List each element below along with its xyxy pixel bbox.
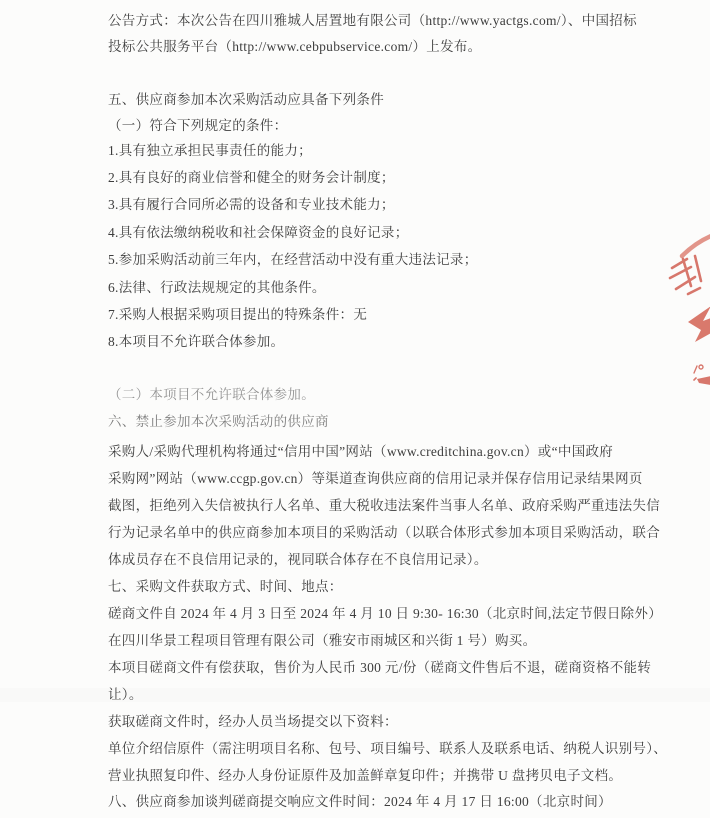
seal-arc (682, 236, 710, 256)
section-heading: 八、供应商参加谈判磋商提交响应文件时间：2024 年 4 月 17 日 16:00（北京时间） (108, 794, 612, 809)
list-item: 1.具有独立承担民事责任的能力； (108, 143, 312, 158)
list-item: 2.具有良好的商业信誉和健全的财务会计制度； (108, 170, 395, 185)
text-line: 在四川华景工程项目管理有限公司（雅安市雨城区和兴街 1 号）购买。 (108, 633, 537, 648)
text-line: 行为记录名单中的供应商参加本项目的采购活动（以联合体形式参加本项目采购活动，联合 (108, 525, 660, 540)
list-item: 7.采购人根据采购项目提出的特殊条件：无 (108, 307, 368, 322)
section-heading: 七、采购文件获取方式、时间、地点： (108, 579, 343, 594)
seal-characters (670, 256, 701, 294)
text-line: 体成员存在不良信用记录的，视同联合体存在不良信用记录）。 (108, 552, 488, 567)
seal-fragments (694, 365, 710, 385)
text-line: （二）本项目不允许联合体参加。 (108, 387, 315, 402)
text-line: 采购网”网站（www.ccgp.gov.cn）等渠道查询供应商的信用记录并保存信用记录结果网页 (108, 471, 643, 486)
list-item: 5.参加采购活动前三年内，在经营活动中没有重大违法记录； (108, 252, 478, 267)
text-line: 让）。 (108, 687, 143, 702)
text-line: 截图，拒绝列入失信被执行人名单、重大税收违法案件当事人名单、政府采购严重违法失信 (108, 498, 660, 513)
scan-shadow-band (0, 688, 710, 702)
text-line: 投标公共服务平台（http://www.cebpubservice.com/）上发布。 (108, 39, 482, 54)
list-item: 8.本项目不允许联合体参加。 (108, 334, 285, 349)
text-line: 公告方式：本次公告在四川雅城人居置地有限公司（http://www.yactgs.com/）、中国招标 (108, 13, 637, 28)
list-item: 6.法律、行政法规规定的其他条件。 (108, 280, 326, 295)
text-line: 采购人/采购代理机构将通过“信用中国”网站（www.creditchina.gov.cn）或“中国政府 (108, 444, 614, 459)
text-line: 单位介绍信原件（需注明项目名称、包号、项目编号、联系人及联系电话、纳税人识别号）、 (108, 741, 668, 756)
text-line: 本项目磋商文件有偿获取，售价为人民币 300 元/份（磋商文件售后不退，磋商资格不能转 (108, 660, 652, 675)
text-line: 营业执照复印件、经办人身份证原件及加盖鲜章复印件；并携带 U 盘拷贝电子文档。 (108, 768, 623, 783)
section-heading: 五、供应商参加本次采购活动应具备下列条件 (108, 92, 384, 107)
list-item: 3.具有履行合同所必需的设备和专业技术能力； (108, 197, 395, 212)
section-heading: 六、禁止参加本次采购活动的供应商 (108, 414, 329, 429)
seal-star (688, 306, 710, 342)
text-line: 获取磋商文件时，经办人员当场提交以下资料： (108, 714, 398, 729)
text-line: 磋商文件自 2024 年 4 月 3 日至 2024 年 4 月 10 日 9:30- 16:30（北京时间,法定节假日除外） (108, 606, 663, 621)
list-item: 4.具有依法缴纳税收和社会保障资金的良好记录； (108, 225, 409, 240)
text-line: （一）符合下列规定的条件： (108, 118, 288, 133)
